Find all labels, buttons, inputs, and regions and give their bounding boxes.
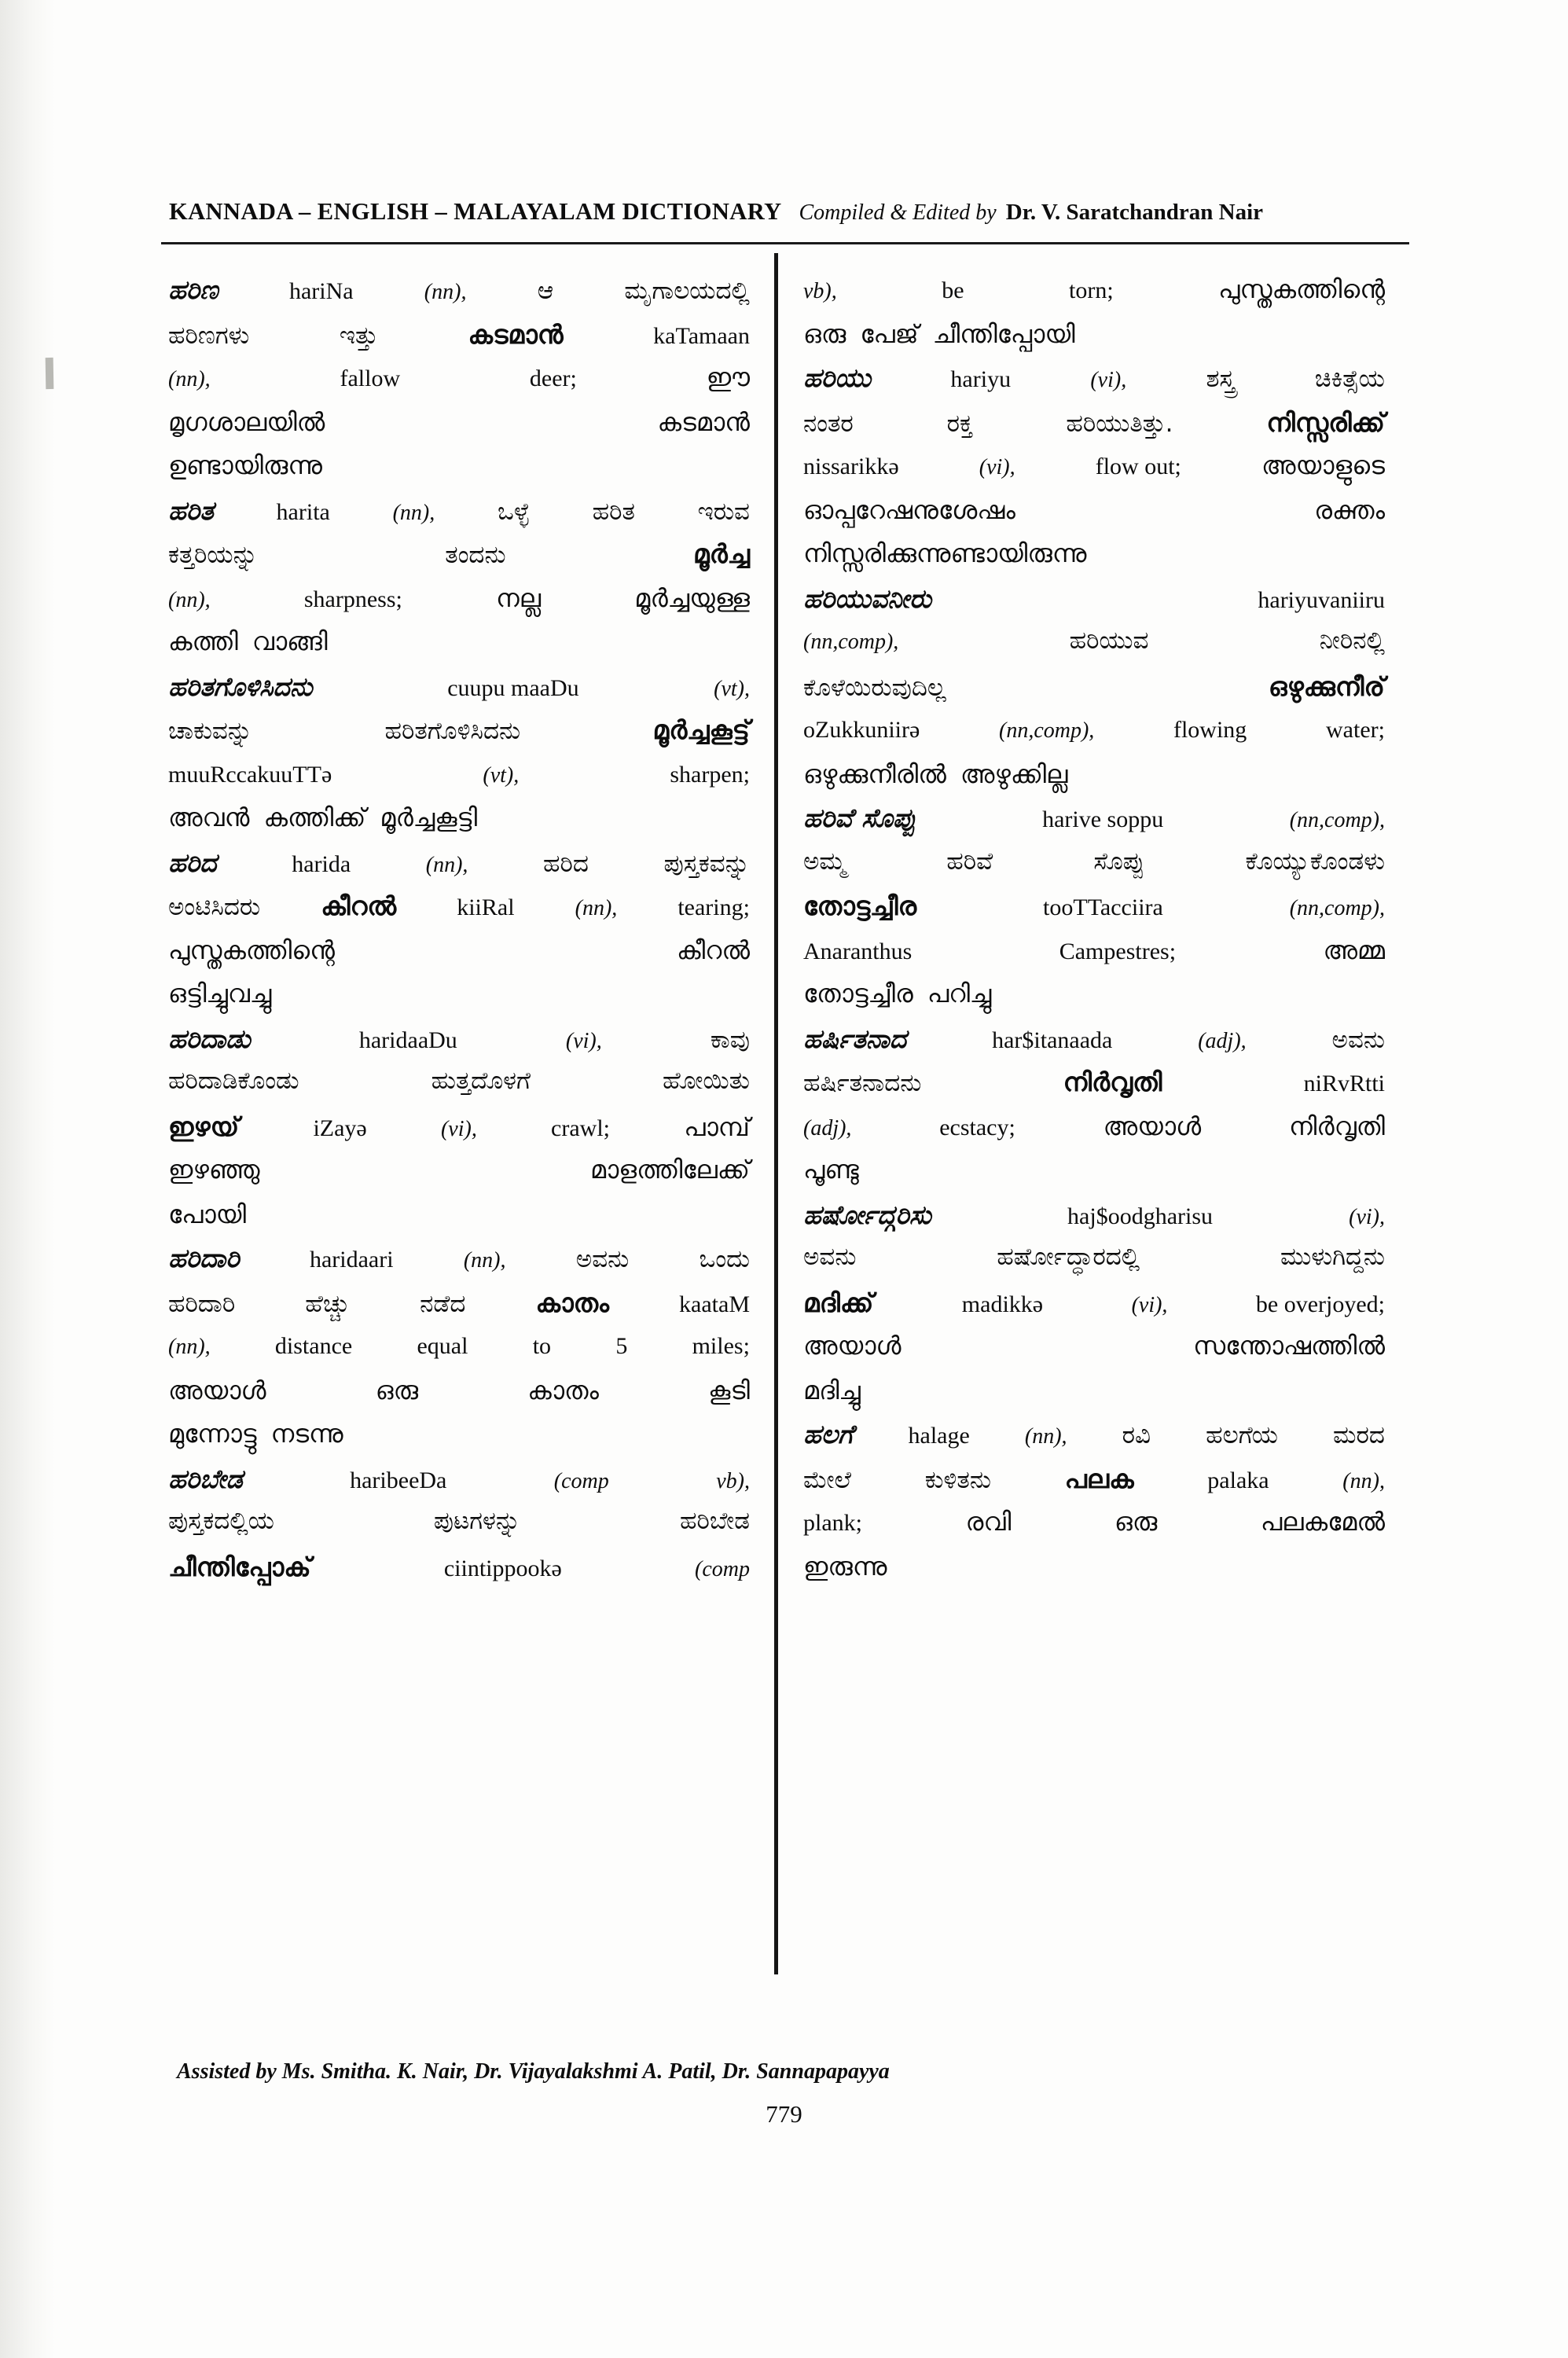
example-text: തോട്ടച്ചീര <box>803 979 913 1008</box>
editor-name: Dr. V. Saratchandran Nair <box>1005 200 1264 225</box>
part-of-speech: (vt), <box>714 677 750 701</box>
example-text: മൂർച്ചകൂട്ടി <box>380 803 478 832</box>
part-of-speech: (nn), <box>168 1335 211 1359</box>
example-text: ಅಂಟಿಸಿದರು <box>168 893 261 921</box>
text-line <box>803 538 1385 585</box>
text-line <box>168 1466 750 1508</box>
example-text: മൂർച്ചയുള്ള <box>634 583 750 613</box>
example-text: മുന്നോട്ടു <box>168 1419 257 1449</box>
part-of-speech: (adj), <box>803 1116 852 1140</box>
headword: നിസ്സരിക്ക് <box>1266 407 1385 438</box>
example-text: ಇರುವ <box>697 498 750 526</box>
example-text: ഇഴഞ്ഞു <box>168 1155 260 1185</box>
example-text: പലകമേൽ <box>1260 1507 1385 1537</box>
example-text: കത്തി <box>168 626 238 656</box>
english-gloss: sharpen; <box>670 762 750 788</box>
english-gloss: sharpness; <box>303 586 402 612</box>
example-text: ಹಲಗೆಯ <box>1206 1421 1278 1449</box>
romanization: harive soppu <box>1042 806 1164 832</box>
part-of-speech: (nn), <box>168 588 211 612</box>
example-text: ಮೇಲೆ <box>803 1466 851 1494</box>
part-of-speech: (vi), <box>565 1029 602 1053</box>
text-line <box>168 1554 750 1596</box>
headword: ചീന്തിപ്പോക് <box>168 1552 311 1582</box>
part-of-speech: (nn), <box>424 280 467 304</box>
english-gloss: to <box>532 1333 552 1359</box>
romanization: haridaaDu <box>358 1027 457 1053</box>
part-of-speech: (nn), <box>392 501 435 525</box>
headword: ಹರಿಣ <box>168 274 218 305</box>
english-gloss: crawl; <box>551 1115 611 1141</box>
text-line <box>803 274 1385 321</box>
romanization: tooTTacciira <box>1043 894 1163 920</box>
page-number: 779 <box>766 2100 802 2128</box>
text-line <box>168 1069 750 1113</box>
example-text: പാമ്പ് <box>684 1112 750 1142</box>
text-line <box>803 981 1385 1025</box>
headword: ಹರಿದಾರಿ <box>168 1243 240 1273</box>
example-text: ഒഴുക്കുനീരിൽ <box>803 759 946 789</box>
part-of-speech: (comp <box>695 1557 750 1581</box>
text-line <box>803 1199 1385 1244</box>
english-gloss: distance <box>274 1333 353 1359</box>
headword: മൂർച്ചകൂട്ട് <box>652 714 750 745</box>
headword: ಹರಿವೆ ಸೊಪ್ಪು <box>803 803 916 833</box>
text-line <box>168 274 750 321</box>
text-line <box>168 407 750 452</box>
headword: ಹರಿಯುವನೀರು <box>803 583 932 614</box>
example-text: ಹರಿಣಗಳು <box>168 321 250 350</box>
text-line <box>168 1199 750 1244</box>
example-text: രക്തം <box>1314 495 1385 525</box>
example-text: ಹುತ್ತದೊಳಗೆ <box>431 1067 531 1095</box>
headword: ಹರಿಬೇಡ <box>168 1464 243 1494</box>
text-line <box>803 1421 1385 1465</box>
example-text: ಅಮ್ಮ <box>803 847 846 876</box>
text-line <box>803 847 1385 892</box>
text-line <box>803 321 1385 364</box>
romanization: hariyu <box>950 366 1012 392</box>
english-gloss: be <box>942 277 964 303</box>
example-text: ಕೊಯ್ಯುಕೊಂಡಳು <box>1245 847 1385 876</box>
part-of-speech: (vi), <box>1349 1205 1385 1229</box>
text-line <box>168 893 750 937</box>
example-text: കാതം <box>527 1376 599 1405</box>
text-line <box>803 805 1385 849</box>
example-text: ಸೊಪ್ಪು <box>1093 847 1145 876</box>
example-text: ഒരു <box>803 319 846 349</box>
example-text: ರವಿ <box>1122 1421 1151 1449</box>
text-line <box>803 759 1385 804</box>
example-text: ಚಿಕಿತ್ಸೆಯ <box>1314 365 1385 393</box>
header-rule <box>161 242 1409 244</box>
example-text: അയാൾ <box>803 1331 902 1361</box>
headword: കാതം <box>535 1287 609 1318</box>
romanization: haridaari <box>309 1247 394 1273</box>
example-text: വാങ്ങി <box>252 626 328 656</box>
example-text: ಒಂದು <box>699 1245 750 1273</box>
example-text: ഒരു <box>375 1376 419 1405</box>
text-line <box>168 321 750 364</box>
assisted-by-note: Assisted by Ms. Smitha. K. Nair, Dr. Vijayalakshmi A. Patil, Dr. Sannapapayya <box>177 2059 890 2084</box>
headword: മദിക്ക് <box>803 1287 874 1318</box>
example-text: മാളത്തിലേക്ക് <box>589 1155 750 1185</box>
example-text: കൂടി <box>708 1376 750 1405</box>
part-of-speech: (nn), <box>425 853 468 877</box>
headword: കടമാൻ <box>468 319 564 350</box>
example-text: മദിച്ചു <box>803 1376 861 1405</box>
left-column <box>168 274 750 1597</box>
text-line <box>168 714 750 761</box>
romanization: oZukkuniirə <box>803 717 920 743</box>
text-line <box>168 1509 750 1553</box>
text-line <box>803 1069 1385 1113</box>
example-text: ಹರ್ಷಿತನಾದನು <box>803 1069 922 1097</box>
column-divider-rule <box>774 253 778 1974</box>
example-text: ಹರಿಯುವ <box>1069 626 1149 655</box>
example-text: ನಡೆದ <box>420 1290 466 1318</box>
text-line <box>168 362 750 409</box>
english-gloss: be overjoyed; <box>1255 1291 1385 1317</box>
romanization: kaTamaan <box>653 323 750 349</box>
example-text: ഓപ്പറേഷനുശേഷം <box>803 495 1015 525</box>
text-line <box>168 762 750 804</box>
english-gloss: flow out; <box>1095 454 1181 479</box>
headword: തോട്ടച്ചീര <box>803 891 917 921</box>
example-text: അയാൾ <box>1103 1111 1202 1141</box>
romanization: har$itanaada <box>992 1027 1113 1053</box>
example-text: പറിച്ചു <box>927 979 992 1008</box>
text-line <box>168 1421 750 1465</box>
romanization: harida <box>292 851 351 877</box>
compiled-by-label: Compiled & Edited by <box>799 200 997 225</box>
part-of-speech: (vi), <box>1131 1293 1168 1317</box>
romanization: madikkə <box>961 1291 1044 1317</box>
example-text: ಶಸ್ತ್ರ <box>1206 365 1236 393</box>
example-text: ಅವನು <box>1331 1026 1385 1054</box>
example-text: അവൻ <box>168 803 250 832</box>
text-line <box>803 1333 1385 1377</box>
text-line <box>803 1378 1385 1420</box>
text-line <box>803 1466 1385 1508</box>
english-gloss: flowing <box>1173 717 1247 743</box>
example-text: ಹರಿಯುತಿತ್ತು. <box>1066 410 1173 438</box>
example-text: ഒട്ടിച്ചുവച്ചു <box>168 979 272 1008</box>
example-text: രവി <box>965 1507 1012 1537</box>
part-of-speech: (vt), <box>483 763 520 788</box>
example-text: ನೀರಿನಲ್ಲಿ <box>1319 626 1385 655</box>
dictionary-title: KANNADA – ENGLISH – MALAYALAM DICTIONARY <box>169 198 782 225</box>
part-of-speech: (nn), <box>1024 1424 1067 1449</box>
example-text: ಹರಿತಗೊಳಿಸಿದನು <box>384 717 521 745</box>
text-line <box>168 583 750 628</box>
example-text: ഒരു <box>1114 1507 1158 1537</box>
example-text: സന്തോഷത്തിൽ <box>1193 1331 1385 1361</box>
example-text: ಹರ್ಷೋದ್ಧಾರದಲ್ಲಿ <box>997 1243 1140 1271</box>
text-line <box>803 407 1385 452</box>
example-text: ಹರಿವೆ <box>946 847 993 876</box>
text-line <box>803 893 1385 937</box>
headword: ಹರ್ಷಿತನಾದ <box>803 1023 907 1054</box>
example-text: ಹರಿಬೇಡ <box>680 1507 750 1535</box>
headword: ഇഴയ് <box>168 1111 240 1142</box>
text-line <box>168 1157 750 1201</box>
headword: ಹರಿಯು <box>803 362 872 393</box>
text-line <box>803 1111 1385 1156</box>
english-gloss: Anaranthus <box>803 938 913 964</box>
text-line <box>168 671 750 716</box>
part-of-speech: (vi), <box>440 1117 477 1141</box>
example-text: ചീന്തിപ്പോയി <box>932 319 1075 349</box>
romanization: haj$oodgharisu <box>1067 1203 1214 1229</box>
text-line <box>168 1333 750 1377</box>
headword: കീറൽ <box>321 891 397 921</box>
example-text: ಆ <box>537 277 554 305</box>
romanization: kiiRal <box>457 894 515 920</box>
headword: നിർവൃതി <box>1063 1067 1162 1097</box>
romanization: cuupu maaDu <box>447 675 579 701</box>
example-text: ನಂತರ <box>803 410 854 438</box>
text-line <box>803 1023 1385 1068</box>
scan-artifact-mark <box>46 358 54 389</box>
romanization: haribeeDa <box>350 1467 447 1493</box>
example-text: ಕಾವು <box>710 1026 750 1054</box>
example-text: ಚಾಕುವನ್ನು <box>168 717 253 745</box>
text-line <box>168 1287 750 1332</box>
part-of-speech: vb), <box>803 279 837 303</box>
example-text: ಕುಳಿತನು <box>924 1466 991 1494</box>
english-gloss: torn; <box>1069 277 1114 303</box>
example-text: പുസ്തകത്തിന്റെ <box>168 935 335 965</box>
example-text: ಹರಿದಾಡಿಕೊಂಡು <box>168 1067 299 1095</box>
english-gloss: tearing; <box>678 894 750 920</box>
running-header <box>169 198 1399 226</box>
example-text: ಅವನು <box>575 1245 630 1273</box>
headword: ಹರ್ಷೋದ್ಗರಿಸು <box>803 1199 931 1230</box>
part-of-speech: (adj), <box>1198 1029 1247 1053</box>
example-text: നല്ല <box>496 583 542 613</box>
example-text: അഴുക്കില്ല <box>960 759 1068 789</box>
example-text: ಪುಸ್ತಕದಲ್ಲಿಯ <box>168 1507 274 1535</box>
headword: ಹರಿದ <box>168 847 217 878</box>
romanization: kaataM <box>679 1291 750 1317</box>
text-line <box>168 1378 750 1420</box>
example-text: ಹರಿತ <box>592 498 635 526</box>
part-of-speech: (nn), <box>463 1248 506 1273</box>
example-text: ഈ <box>706 362 750 392</box>
scan-edge-shadow <box>0 0 55 2358</box>
romanization: hariNa <box>288 278 354 304</box>
example-text: മൃഗശാലയിൽ <box>168 407 325 437</box>
romanization: palaka <box>1207 1467 1269 1493</box>
headword: ഒഴുക്കുനീര് <box>1269 671 1385 702</box>
text-line <box>803 935 1385 980</box>
example-text: കത്തിക്ക് <box>263 803 366 832</box>
english-gloss: 5 <box>615 1333 628 1359</box>
example-text: നിസ്സരിക്കുന്നുണ്ടായിരുന്നു <box>803 538 1087 568</box>
example-text: ಇತ್ತು <box>339 321 378 350</box>
text-line <box>168 1245 750 1289</box>
part-of-speech: (nn,comp), <box>803 630 899 654</box>
romanization: iZayə <box>313 1115 367 1141</box>
right-column <box>803 274 1385 1597</box>
text-line <box>803 626 1385 673</box>
text-line <box>168 538 750 585</box>
english-gloss: equal <box>417 1333 468 1359</box>
example-text: ಮುಳುಗಿದ್ದನು <box>1280 1243 1385 1271</box>
example-text: ಮರದ <box>1333 1421 1385 1449</box>
text-line <box>168 1111 750 1156</box>
part-of-speech: (vi), <box>1090 368 1127 392</box>
example-text: ಪುಸ್ತಕವನ್ನು <box>663 850 750 878</box>
example-text: ಕೊಳೆಯಿರುವುದಿಲ್ಲ <box>803 674 946 702</box>
romanization: niRvRtti <box>1303 1071 1385 1096</box>
part-of-speech: (nn), <box>168 367 211 391</box>
text-line <box>803 1287 1385 1332</box>
example-text: നിർവൃതി <box>1288 1111 1385 1141</box>
english-gloss: fallow <box>340 365 401 391</box>
text-line <box>803 495 1385 540</box>
example-text: ಹರಿದ <box>543 850 589 878</box>
example-text: ಕತ್ತರಿಯನ್ನು <box>168 541 258 569</box>
example-text: ಪುಟಗಳನ್ನು <box>433 1507 521 1535</box>
text-line <box>168 450 750 497</box>
headword: ಹರಿದಾಡು <box>168 1023 251 1054</box>
example-text: അമ്മ <box>1323 935 1385 965</box>
example-text: ಒಳ್ಳೆ <box>498 498 530 526</box>
text-line <box>803 1509 1385 1553</box>
headword: ಹರಿತಗೊಳಿಸಿದನು <box>168 671 313 702</box>
example-text: ಮೃಗಾಲಯದಲ್ಲಿ <box>624 277 750 305</box>
example-text: കീറൽ <box>676 935 750 965</box>
part-of-speech: (comp <box>553 1469 609 1493</box>
text-line <box>803 717 1385 761</box>
example-text: പോയി <box>168 1199 247 1229</box>
example-text: ഉണ്ടായിരുന്നു <box>168 450 322 480</box>
example-text: ತಂದನು <box>445 541 506 569</box>
part-of-speech: (nn,comp), <box>1289 896 1385 920</box>
example-text: ಹೆಚ್ಚು <box>305 1290 351 1318</box>
text-line <box>803 583 1385 628</box>
part-of-speech: (vi), <box>979 455 1015 479</box>
part-of-speech: (nn), <box>575 896 618 920</box>
part-of-speech: (nn), <box>1342 1469 1385 1493</box>
romanization: ciintippookə <box>443 1555 562 1581</box>
english-gloss: water; <box>1326 717 1385 743</box>
text-line <box>803 362 1385 409</box>
english-gloss: Campestres; <box>1059 938 1177 964</box>
english-gloss: deer; <box>529 365 577 391</box>
text-line <box>168 626 750 673</box>
example-text: പുസ്തകത്തിന്റെ <box>1218 274 1385 304</box>
example-text: പേജ് <box>860 319 919 349</box>
english-gloss: ecstacy; <box>939 1115 1015 1140</box>
text-line <box>168 847 750 892</box>
part-of-speech: (nn,comp), <box>999 718 1095 743</box>
headword: മൂർച്ച <box>692 538 750 569</box>
example-text: ಅವನು <box>803 1243 857 1271</box>
english-gloss: miles; <box>692 1333 750 1359</box>
example-text: ರಕ್ತ <box>946 410 973 438</box>
text-line <box>168 981 750 1025</box>
text-line <box>803 671 1385 716</box>
example-text: അയാൾ <box>168 1376 266 1405</box>
example-text: ഇരുന്നു <box>803 1552 887 1581</box>
text-line <box>803 1157 1385 1201</box>
text-line <box>168 495 750 540</box>
example-text: ಹರಿದಾರಿ <box>168 1290 236 1318</box>
romanization: nissarikkə <box>803 454 899 479</box>
part-of-speech: vb), <box>716 1469 750 1493</box>
text-line <box>803 1554 1385 1596</box>
romanization: muuRccakuuTTə <box>168 762 332 788</box>
romanization: hariyuvaniiru <box>1258 587 1385 613</box>
english-gloss: plank; <box>803 1510 862 1536</box>
romanization: halage <box>908 1423 970 1449</box>
headword: ಹಲಗೆ <box>803 1419 854 1449</box>
example-text: പൂണ്ടു <box>803 1155 859 1185</box>
example-text: അയാളുടെ <box>1261 450 1385 480</box>
text-line <box>803 450 1385 497</box>
headword: ಹರಿತ <box>168 495 214 526</box>
text-line <box>168 805 750 849</box>
example-text: നടന്നു <box>270 1419 343 1449</box>
text-line <box>168 935 750 980</box>
text-line <box>168 1023 750 1068</box>
text-line <box>803 1245 1385 1289</box>
romanization: harita <box>276 499 330 525</box>
part-of-speech: (nn,comp), <box>1289 808 1385 832</box>
example-text: കടമാൻ <box>657 407 750 437</box>
headword: പലക <box>1064 1464 1134 1494</box>
example-text: ಹೋಯಿತು <box>662 1067 750 1095</box>
